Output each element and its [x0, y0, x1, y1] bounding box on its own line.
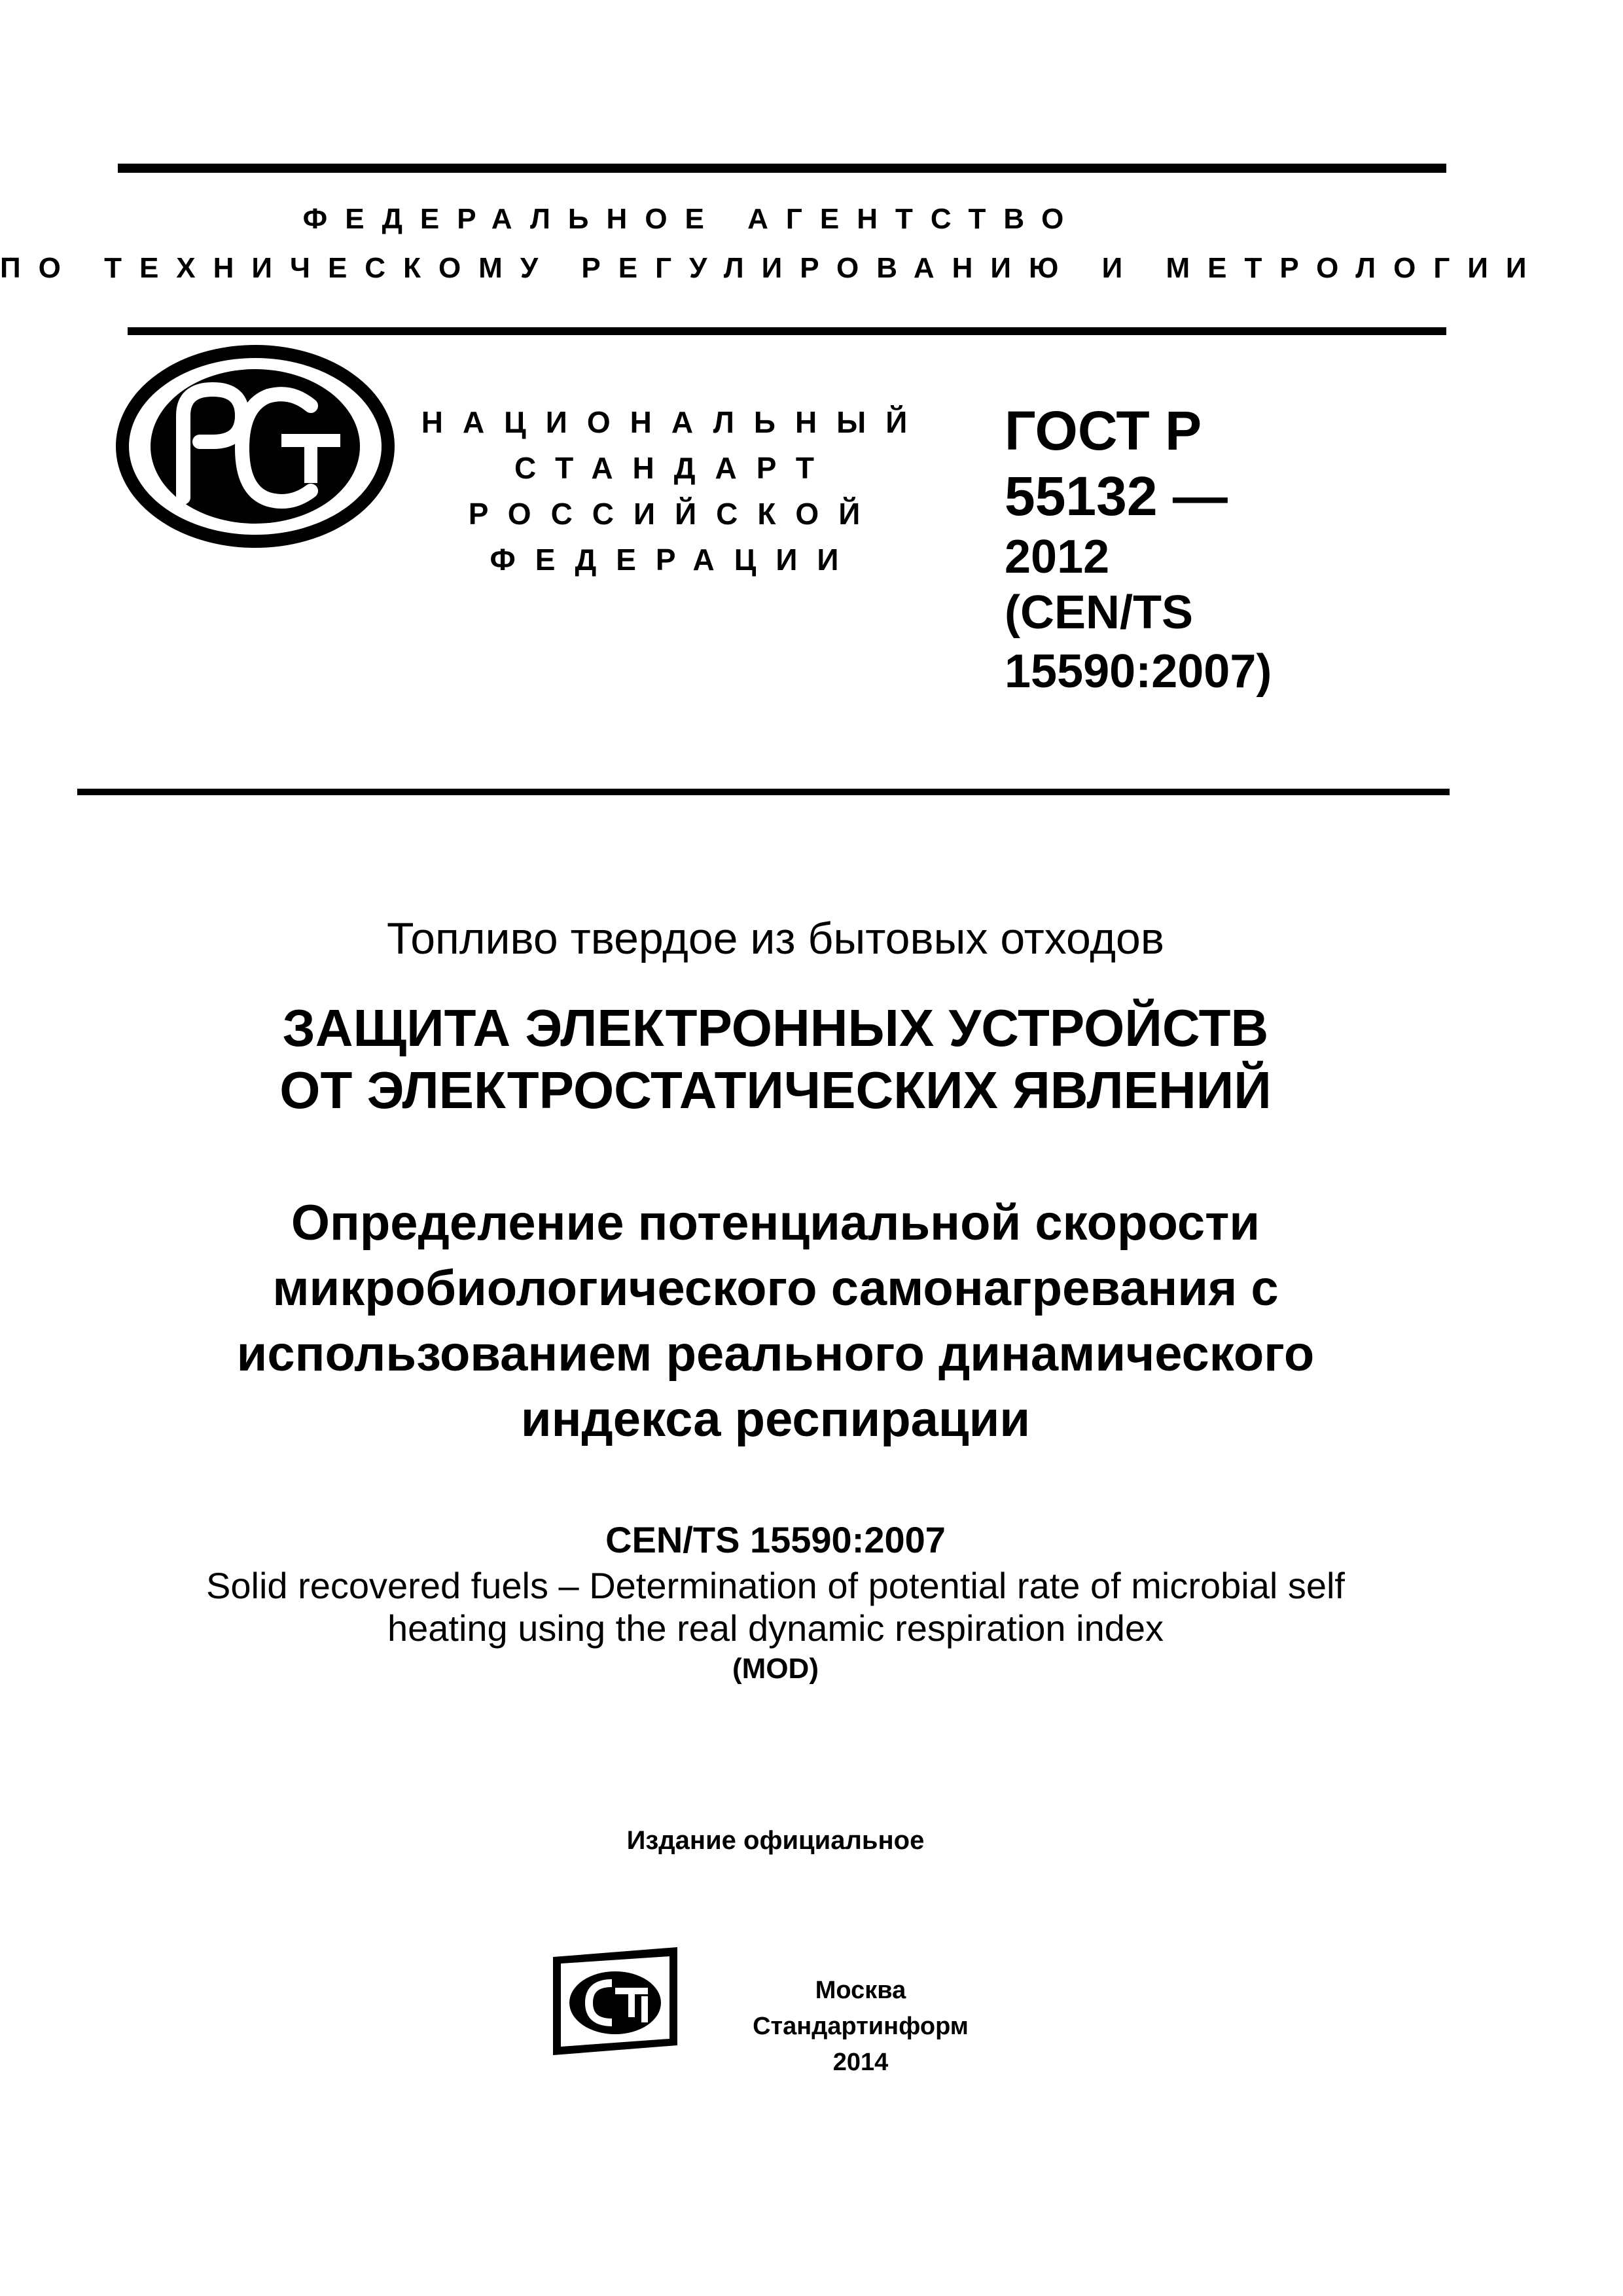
imprint-year: 2014 [832, 2049, 889, 2076]
agency-line-2: ПО ТЕХНИЧЕСКОМУ РЕГУЛИРОВАНИЮ И МЕТРОЛОГИИ [0, 252, 1544, 284]
sub-title-line-4: индекса респирации [520, 1391, 1031, 1447]
main-title-line-2: ОТ ЭЛЕКТРОСТАТИЧЕСКИХ ЯВЛЕНИЙ [279, 1061, 1272, 1119]
national-standard-line-3: РОССИЙСКОЙ [468, 497, 880, 531]
reference-mod: (MOD) [732, 1653, 819, 1685]
edition-label: Издание официальное [626, 1826, 925, 1855]
sub-title-line-3: использованием реального динамического [236, 1326, 1315, 1382]
reference-code: CEN/TS 15590:2007 [605, 1519, 946, 1560]
designation-line-1: ГОСТ Р [1005, 400, 1202, 461]
main-title-line-1: ЗАЩИТА ЭЛЕКТРОННЫХ УСТРОЙСТВ [282, 999, 1269, 1057]
national-standard-line-1: НАЦИОНАЛЬНЫЙ [421, 405, 927, 439]
designation-line-3: 2012 [1005, 531, 1110, 583]
header-rule [128, 327, 1446, 335]
agency-line-1: ФЕДЕРАЛЬНОЕ АГЕНТСТВО [302, 203, 1082, 235]
designation-line-4: (CEN/TS [1005, 586, 1193, 639]
national-standard-line-2: СТАНДАРТ [514, 451, 834, 485]
top-rule [118, 164, 1446, 173]
designation-line-5: 15590:2007) [1005, 645, 1272, 698]
national-standard-line-4: ФЕДЕРАЦИИ [490, 543, 859, 577]
designation-line-2: 55132 — [1005, 465, 1228, 527]
rst-certification-mark-icon [115, 344, 396, 550]
imprint-publisher: Стандартинформ [753, 2013, 969, 2040]
sub-title-line-1: Определение потенциальной скорости [291, 1195, 1260, 1251]
imprint-city: Москва [815, 1977, 906, 2004]
reference-english-line-1: Solid recovered fuels – Determination of potential rate of microbial self [206, 1565, 1345, 1606]
reference-english-line-2: heating using the real dynamic respiration index [387, 1607, 1164, 1649]
general-title: Топливо твердое из бытовых отходов [386, 914, 1164, 963]
standartinform-logo-icon [553, 1947, 677, 2055]
separator-rule [77, 789, 1450, 795]
sub-title-line-2: микробиологического самонагревания с [272, 1261, 1279, 1316]
